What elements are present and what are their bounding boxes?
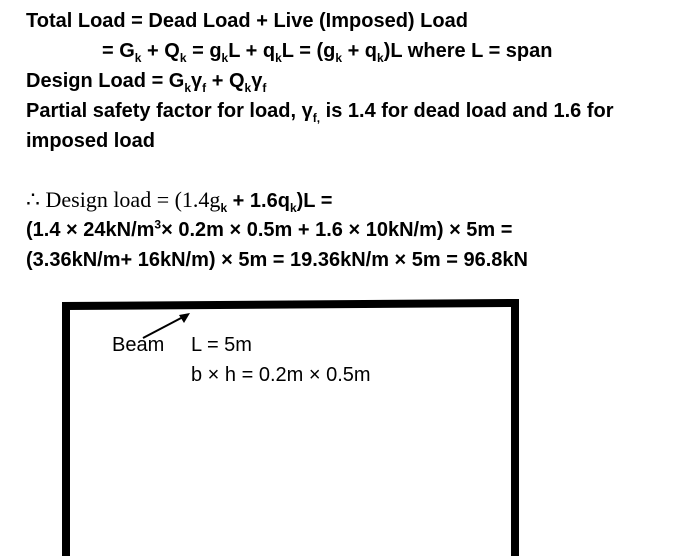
expansion-part: L + q: [228, 40, 276, 62]
subscript: k: [289, 201, 297, 215]
superscript: 3: [154, 217, 162, 232]
formula-part: + 1.6q: [227, 190, 290, 212]
formula-part: )L =: [296, 190, 333, 212]
gamma-symbol: γ: [191, 70, 203, 92]
subscript: f: [202, 81, 207, 95]
expansion-part: )L where L = span: [383, 40, 553, 62]
subscript: k: [134, 51, 142, 65]
gamma-symbol: γ: [251, 70, 263, 92]
subscript: k: [184, 81, 192, 95]
expansion-part: = g: [186, 40, 222, 62]
subscript: f,: [312, 111, 321, 125]
section-label: b × h = 0.2m × 0.5m: [191, 364, 371, 386]
expansion-part: = G: [102, 40, 135, 62]
subscript: k: [335, 51, 343, 65]
substitution-part: (1.4 × 24kN/m: [26, 219, 155, 241]
subscript: k: [244, 81, 252, 95]
subscript: k: [275, 51, 282, 65]
imposed-load-part: imposed load: [26, 130, 155, 152]
total-load-text: Total Load = Dead Load + Live (Imposed) Load: [26, 10, 468, 32]
subscript: k: [220, 201, 228, 215]
subscript: k: [221, 51, 229, 65]
subscript: k: [179, 51, 187, 65]
design-load-part: Design Load = G: [26, 70, 185, 92]
design-load-part: + Q: [206, 70, 245, 92]
expansion-part: L = (g: [281, 40, 336, 62]
expansion-part: + Q: [141, 40, 180, 62]
substitution-part: × 0.2m × 0.5m + 1.6 × 10kN/m) × 5m =: [161, 219, 513, 241]
subscript: f: [262, 81, 267, 95]
result-text: (3.36kN/m+ 16kN/m) × 5m = 19.36kN/m × 5m = 96.8kN: [26, 249, 528, 271]
subscript: k: [377, 51, 384, 65]
expansion-part: + q: [342, 40, 378, 62]
safety-factor-part: Partial safety factor for load, γ: [26, 100, 313, 122]
safety-factor-part: is 1.4 for dead load and 1.6 for: [320, 100, 614, 122]
formula-part: ∴ Design load = (1.4g: [26, 187, 221, 212]
beam-label: Beam: [112, 334, 165, 356]
span-label: L = 5m: [191, 334, 252, 356]
